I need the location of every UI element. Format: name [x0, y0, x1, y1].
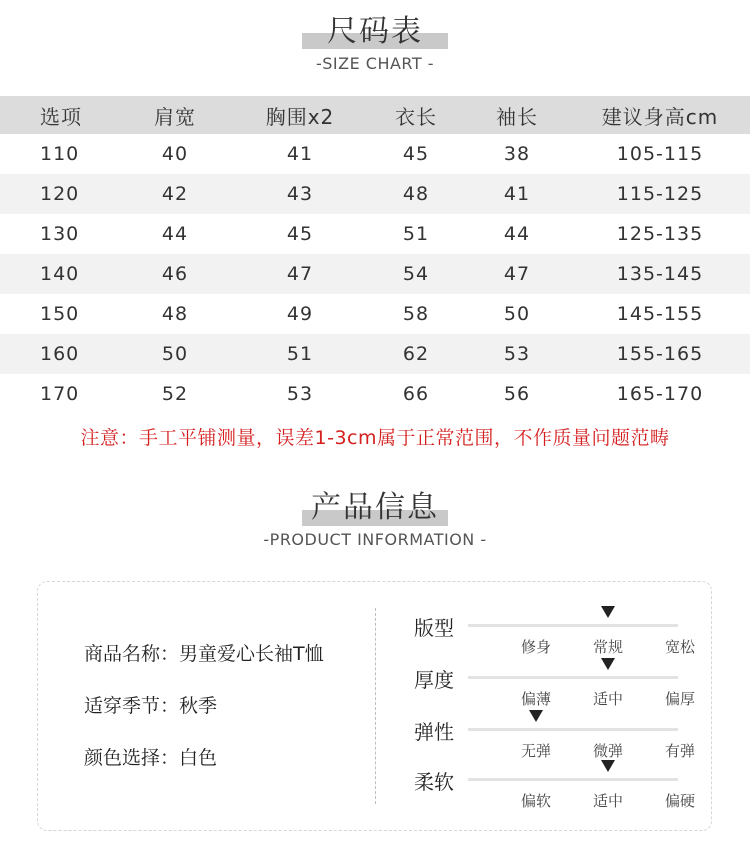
sleeve-cell: 38	[503, 143, 531, 165]
length-cell: 48	[368, 174, 464, 214]
shoulder-cell: 52	[161, 383, 189, 405]
scale-option: 常规	[592, 638, 623, 656]
header-length: 衣长	[368, 96, 464, 134]
length-cell: 51	[402, 223, 430, 245]
vertical-divider	[375, 608, 376, 804]
chest-cell: 43	[232, 174, 368, 214]
shoulder-cell: 50	[118, 334, 232, 374]
shoulder-cell: 46	[118, 254, 232, 294]
height-cell: 125-135	[616, 223, 704, 245]
product-info-title: 产品信息	[311, 490, 439, 525]
shoulder-cell: 40	[161, 143, 189, 165]
chest-cell: 47	[232, 254, 368, 294]
chest-cell: 45	[286, 223, 314, 245]
size-table-header-row	[0, 96, 750, 134]
header-chest: 胸围x2	[232, 96, 368, 134]
sleeve-cell: 53	[464, 334, 570, 374]
attribute-fit	[414, 612, 704, 662]
size-cell: 140	[0, 254, 118, 294]
chest-cell: 51	[232, 334, 368, 374]
header-option: 选项	[0, 96, 118, 134]
table-row	[0, 174, 750, 214]
scale-option: 适中	[592, 792, 623, 810]
length-cell: 62	[368, 334, 464, 374]
size-cell: 150	[40, 303, 80, 325]
height-cell: 105-115	[616, 143, 704, 165]
size-cell: 170	[40, 383, 80, 405]
length-cell: 45	[402, 143, 430, 165]
attribute-elasticity	[414, 716, 704, 766]
scale-option: 无弹	[520, 742, 551, 760]
height-cell: 135-145	[570, 254, 750, 294]
size-cell: 120	[0, 174, 118, 214]
product-details	[84, 634, 324, 790]
selected-marker-icon	[601, 658, 615, 670]
height-cell: 145-155	[616, 303, 704, 325]
shoulder-cell: 48	[161, 303, 189, 325]
scale-option: 偏薄	[520, 690, 551, 708]
product-name: 商品名称：男童爱心长袖T恤	[84, 643, 324, 665]
shoulder-cell: 44	[161, 223, 189, 245]
product-info-box	[37, 581, 712, 831]
length-cell: 66	[402, 383, 430, 405]
chest-cell: 41	[286, 143, 314, 165]
size-table	[0, 96, 750, 414]
attribute-softness	[414, 766, 704, 816]
selected-marker-icon	[529, 710, 543, 722]
scale-line	[468, 676, 678, 679]
scale-line	[468, 728, 678, 731]
product-season: 适穿季节：秋季	[84, 695, 218, 717]
height-cell: 115-125	[570, 174, 750, 214]
scale-option: 微弹	[592, 742, 623, 760]
scale-line	[468, 778, 678, 781]
attribute-label: 版型	[414, 616, 454, 640]
sleeve-cell: 47	[464, 254, 570, 294]
scale-option: 宽松	[664, 638, 695, 656]
size-chart-header	[0, 12, 750, 73]
scale-option: 偏硬	[664, 792, 695, 810]
product-color: 颜色选择：白色	[84, 747, 218, 769]
shoulder-cell: 42	[118, 174, 232, 214]
table-row	[0, 214, 750, 254]
chest-cell: 49	[286, 303, 314, 325]
attribute-label: 柔软	[414, 770, 454, 794]
header-shoulder: 肩宽	[118, 96, 232, 134]
scale-option: 修身	[520, 638, 551, 656]
table-row	[0, 254, 750, 294]
header-height: 建议身高cm	[570, 96, 750, 134]
attribute-label: 弹性	[414, 720, 454, 744]
size-chart-subtitle: -SIZE CHART -	[315, 54, 435, 73]
size-cell: 110	[40, 143, 80, 165]
selected-marker-icon	[601, 606, 615, 618]
attribute-thickness	[414, 664, 704, 714]
scale-option: 有弹	[664, 742, 695, 760]
scale-line	[468, 624, 678, 627]
header-sleeve: 袖长	[464, 96, 570, 134]
product-info-subtitle: -PRODUCT INFORMATION -	[263, 530, 487, 549]
length-cell: 54	[368, 254, 464, 294]
height-cell: 165-170	[616, 383, 704, 405]
sleeve-cell: 50	[503, 303, 531, 325]
table-row	[0, 134, 750, 174]
length-cell: 58	[402, 303, 430, 325]
height-cell: 155-165	[570, 334, 750, 374]
table-row	[0, 374, 750, 414]
attribute-label: 厚度	[414, 668, 454, 692]
size-cell: 160	[0, 334, 118, 374]
size-chart-title: 尺码表	[327, 14, 423, 49]
product-info-header	[0, 488, 750, 549]
selected-marker-icon	[601, 760, 615, 772]
sleeve-cell: 44	[503, 223, 531, 245]
scale-option: 偏软	[520, 792, 551, 810]
table-row	[0, 294, 750, 334]
sleeve-cell: 41	[464, 174, 570, 214]
sleeve-cell: 56	[503, 383, 531, 405]
scale-option: 偏厚	[664, 690, 695, 708]
table-row	[0, 334, 750, 374]
size-cell: 130	[40, 223, 80, 245]
measurement-note: 注意：手工平铺测量，误差1-3cm属于正常范围，不作质量问题范畴	[80, 427, 670, 449]
chest-cell: 53	[286, 383, 314, 405]
scale-option: 适中	[592, 690, 623, 708]
